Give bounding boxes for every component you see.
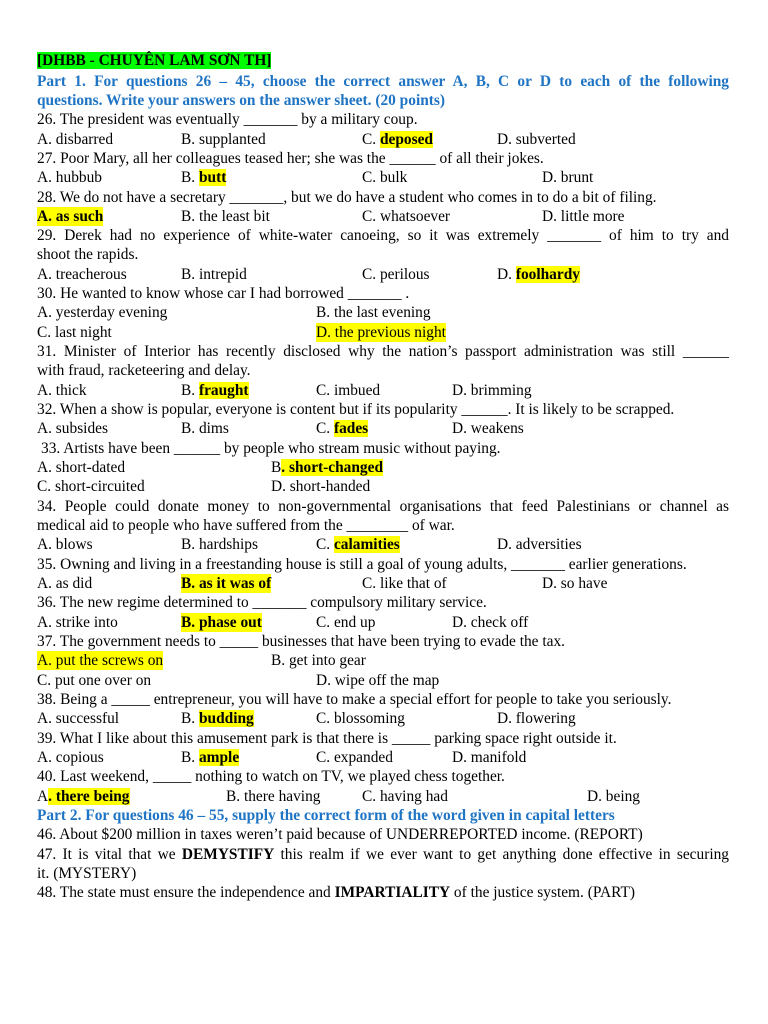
option-b-letter: B. <box>181 710 199 727</box>
option-b: B. supplanted <box>181 131 266 148</box>
option-c: C. short-circuited <box>37 478 145 495</box>
option-a: A. successful <box>37 710 120 727</box>
option-d: D. brimming <box>452 382 532 399</box>
question-40-options <box>37 787 729 806</box>
option-b: B. intrepid <box>181 266 247 283</box>
question-36-text: 36. The new regime determined to _______ compulsory military service. <box>37 594 487 611</box>
option-a: A. subsides <box>37 420 108 437</box>
option-b-letter: B. <box>181 749 199 766</box>
option-a: A. copious <box>37 749 104 766</box>
question-28-text: 28. We do not have a secretary _______, but we do have a student who comes in to do a bit of filing. <box>37 189 657 206</box>
question-29-text: 29. Derek had no experience of white-water canoeing, so it was extremely _______ of him to try and <box>37 227 729 244</box>
option-b <box>181 168 226 187</box>
option-b-answer: B. as it was of <box>181 575 272 592</box>
answer-highlight: budding <box>198 710 254 727</box>
option-b-letter: B. <box>181 169 199 186</box>
question-36-options <box>37 613 729 632</box>
answer-highlight: . short-changed <box>281 459 384 476</box>
option-a: A. yesterday evening <box>37 304 168 321</box>
option-d: D. check off <box>452 614 529 631</box>
question-47-text <box>37 845 729 864</box>
question-47-text-cont: it. (MYSTERY) <box>37 865 137 882</box>
answer-highlight: calamities <box>333 536 400 553</box>
option-d: D. flowering <box>497 710 576 727</box>
option-a-answer: A. as such <box>37 208 104 225</box>
option-c-letter: C. <box>316 420 334 437</box>
answer-highlight: butt <box>198 169 227 186</box>
question-26-text: 26. The president was eventually _______ by a military coup. <box>37 111 418 128</box>
option-b: B. hardships <box>181 536 258 553</box>
question-37-options-row2 <box>37 671 729 690</box>
part1-instruction-line1: Part 1. For questions 26 – 45, choose the correct answer A, B, C or D to each of the following <box>37 73 729 90</box>
option-c <box>362 130 433 149</box>
option-a: A. blows <box>37 536 93 553</box>
option-a: A. short-dated <box>37 459 126 476</box>
answer-highlight: fraught <box>198 382 249 399</box>
option-a: A. disbarred <box>37 131 114 148</box>
option-c: C. blossoming <box>316 710 405 727</box>
header-line <box>37 51 729 70</box>
option-b: B. get into gear <box>271 652 366 669</box>
question-28-options <box>37 207 729 226</box>
answer-highlight: ample <box>198 749 240 766</box>
option-c: C. whatsoever <box>362 208 451 225</box>
answer-highlight: foolhardy <box>515 266 580 283</box>
question-37-options-row1 <box>37 651 729 670</box>
option-b-answer: B. phase out <box>181 614 262 631</box>
option-a-letter: A <box>37 788 49 805</box>
answer-word: DEMYSTIFY <box>181 846 275 863</box>
question-34-text: 34. People could donate money to non-governmental organisations that feed Palestinians or channel as <box>37 498 729 515</box>
option-d-letter: D. <box>497 266 516 283</box>
option-c: C. perilous <box>362 266 430 283</box>
option-a: A. thick <box>37 382 87 399</box>
option-a: A. hubbub <box>37 169 102 186</box>
option-d: D. weakens <box>452 420 524 437</box>
part1-instruction-line2: questions. Write your answers on the answer sheet. (20 points) <box>37 92 446 109</box>
answer-highlight: . there being <box>48 788 130 805</box>
option-c-letter: C. <box>362 131 380 148</box>
option-c <box>316 535 400 554</box>
option-b-letter: B. <box>181 382 199 399</box>
option-b: B. the last evening <box>316 304 431 321</box>
question-33-text: 33. Artists have been ______ by people who stream music without paying. <box>41 440 501 457</box>
option-b <box>181 709 254 728</box>
option-a: A. strike into <box>37 614 118 631</box>
option-c: C. bulk <box>362 169 408 186</box>
question-33-options-row2 <box>37 477 729 496</box>
question-26-options <box>37 130 729 149</box>
option-d-answer: D. the previous night <box>316 324 446 341</box>
question-33-options-row1 <box>37 458 729 477</box>
option-d: D. adversities <box>497 536 582 553</box>
option-b: B. there having <box>226 788 321 805</box>
option-a-answer: A. put the screws on <box>37 652 164 669</box>
answer-highlight: deposed <box>379 131 433 148</box>
question-47-rest: this realm if we ever want to get anything done effective in securing <box>274 846 729 863</box>
answer-highlight: fades <box>333 420 369 437</box>
question-30-options-row2 <box>37 323 729 342</box>
option-b: B. dims <box>181 420 229 437</box>
question-39-options <box>37 748 729 767</box>
question-35-text: 35. Owning and living in a freestanding house is still a goal of young adults, _______ earlier generations. <box>37 556 687 573</box>
option-d: D. wipe off the map <box>316 672 440 689</box>
part2-instruction: Part 2. For questions 46 – 55, supply the correct form of the word given in capital letters <box>37 807 615 824</box>
question-31-text-cont: with fraud, racketeering and delay. <box>37 362 251 379</box>
question-39-text: 39. What I like about this amusement park is that there is _____ parking space right outside it. <box>37 730 617 747</box>
question-32-options <box>37 419 729 438</box>
question-40-text: 40. Last weekend, _____ nothing to watch on TV, we played chess together. <box>37 768 505 785</box>
option-d: D. subverted <box>497 131 576 148</box>
option-c: C. imbued <box>316 382 381 399</box>
question-47-lead: 47. It is vital that we <box>37 846 182 863</box>
option-a: A. treacherous <box>37 266 127 283</box>
document-header-tag: [DHBB - CHUYÊN LAM SƠN TH] <box>37 52 272 69</box>
option-d: D. manifold <box>452 749 527 766</box>
question-38-text: 38. Being a _____ entrepreneur, you will have to make a special effort for people to take you seriously. <box>37 691 672 708</box>
question-35-options <box>37 574 729 593</box>
question-34-text-cont: medical aid to people who have suffered from the ________ of war. <box>37 517 455 534</box>
option-d: D. so have <box>542 575 608 592</box>
option-d: D. being <box>587 788 641 805</box>
question-27-options <box>37 168 729 187</box>
question-27-text: 27. Poor Mary, all her colleagues teased her; she was the ______ of all their jokes. <box>37 150 544 167</box>
question-38-options <box>37 709 729 728</box>
option-b <box>181 748 239 767</box>
question-48-lead: 48. The state must ensure the independence and <box>37 884 335 901</box>
option-c <box>316 419 368 438</box>
option-b <box>181 381 249 400</box>
option-a <box>37 787 130 806</box>
option-b-letter: B <box>271 459 282 476</box>
question-29-options <box>37 265 729 284</box>
option-c: C. end up <box>316 614 376 631</box>
question-46-text: 46. About $200 million in taxes weren’t paid because of UNDERREPORTED income. (REPORT) <box>37 826 643 843</box>
question-48-text <box>37 883 729 902</box>
option-b <box>271 458 383 477</box>
option-b: B. the least bit <box>181 208 270 225</box>
question-32-text: 32. When a show is popular, everyone is content but if its popularity ______. It is likely to be scrapped. <box>37 401 675 418</box>
option-a: A. as did <box>37 575 93 592</box>
question-31-text: 31. Minister of Interior has recently disclosed why the nation’s passport administration was still ______ <box>37 343 729 360</box>
question-30-options-row1 <box>37 303 729 322</box>
option-d: D. brunt <box>542 169 594 186</box>
question-29-text-cont: shoot the rapids. <box>37 246 139 263</box>
option-c: C. expanded <box>316 749 393 766</box>
question-34-options <box>37 535 729 554</box>
question-31-options <box>37 381 729 400</box>
option-c: C. last night <box>37 324 112 341</box>
option-c: C. like that of <box>362 575 447 592</box>
option-c: C. having had <box>362 788 448 805</box>
question-30-text: 30. He wanted to know whose car I had borrowed _______ . <box>37 285 410 302</box>
option-d: D. short-handed <box>271 478 371 495</box>
question-48-rest: of the justice system. (PART) <box>450 884 635 901</box>
option-d: D. little more <box>542 208 625 225</box>
answer-word: IMPARTIALITY <box>334 884 451 901</box>
question-37-text: 37. The government needs to _____ businesses that have been trying to evade the tax. <box>37 633 565 650</box>
option-c-letter: C. <box>316 536 334 553</box>
option-c: C. put one over on <box>37 672 152 689</box>
option-d <box>497 265 580 284</box>
